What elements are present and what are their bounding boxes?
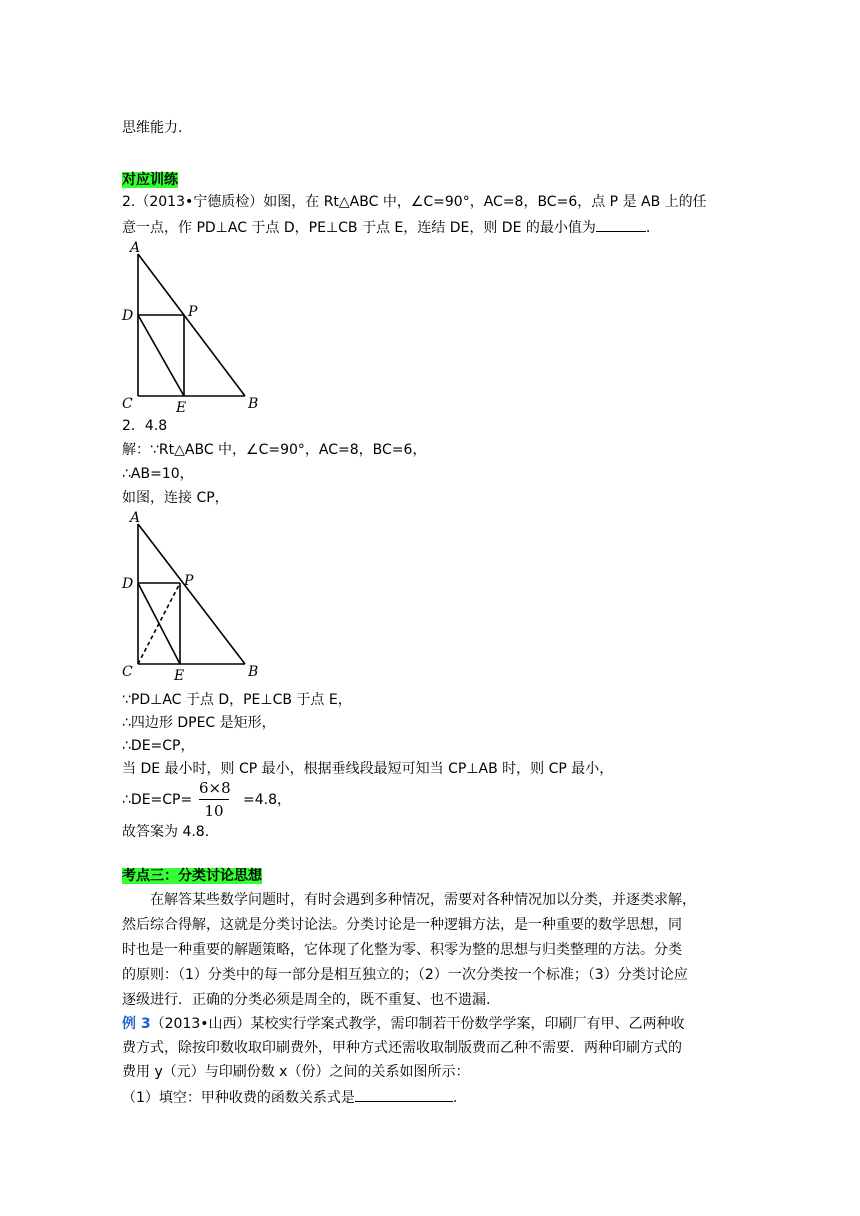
example3-line2: 费方式，除按印数收取印刷费外，甲种方式还需收取制版费而乙种不需要．两种印刷方式的 [122, 1040, 682, 1056]
fraction-bar [199, 799, 229, 800]
solution-step4: ∵PD⊥AC 于点 D，PE⊥CB 于点 E， [122, 692, 352, 708]
solution-answer: 2．4.8 [122, 418, 168, 434]
label-p: P [184, 573, 194, 589]
paragraph-line2: 然后综合得解，这就是分类讨论法。分类讨论是一种逻辑方法，是一种重要的数学思想，同 [122, 917, 682, 933]
paragraph-line4: 的原则：（1）分类中的每一部分是相互独立的；（2）一次分类按一个标准；（3）分类讨论应 [122, 967, 688, 983]
problem2-line1: 2.（2013•宁德质检）如图，在 Rt△ABC 中，∠C=90°，AC=8，BC=6，点 P 是 AB 上的任 [122, 194, 707, 210]
segment-ab [138, 524, 245, 664]
paragraph-line5: 逐级进行．正确的分类必须是周全的，既不重复、也不遗漏. [122, 992, 491, 1008]
example3-label: 例 3 [122, 1016, 151, 1032]
section-title-classification [122, 866, 262, 886]
label-e: E [174, 668, 185, 684]
solution-step3: 如图，连接 CP， [122, 490, 229, 506]
segment-de [138, 315, 184, 396]
label-c: C [122, 664, 133, 680]
solution-step8-suffix: =4.8， [243, 792, 291, 808]
problem2-line2-end: . [645, 220, 651, 236]
classification-title-highlight: 考点三：分类讨论思想 [122, 868, 262, 884]
label-d: D [122, 308, 134, 324]
example3-line3: 费用 y（元）与印刷份数 x（份）之间的关系如图所示： [122, 1064, 470, 1080]
example3-line1 [122, 1014, 685, 1034]
problem2-line2 [122, 216, 650, 238]
solution-step1: 解：∵Rt△ABC 中，∠C=90°，AC=8，BC=6， [122, 442, 427, 458]
problem2-line2-text: 意一点，作 PD⊥AC 于点 D，PE⊥CB 于点 E，连结 DE，则 DE 的最小值为 [122, 220, 596, 236]
label-c: C [122, 396, 133, 412]
fraction-denominator: 10 [204, 802, 224, 820]
label-a: A [130, 510, 141, 526]
solution-step6: ∴DE=CP， [122, 738, 195, 754]
paragraph-line1: 在解答某些数学问题时，有时会遇到多种情况，需要对各种情况加以分类，并逐类求解， [150, 892, 696, 908]
label-p: P [188, 304, 198, 320]
section-title-training [122, 170, 178, 190]
label-a: A [130, 240, 141, 256]
solution-step7: 当 DE 最小时，则 CP 最小，根据垂线段最短可知当 CP⊥AB 时，则 CP 最小， [122, 761, 614, 777]
example3-line4-end: . [452, 1090, 458, 1106]
function-blank [355, 1086, 453, 1102]
answer-blank [596, 216, 646, 232]
paragraph-line3: 时也是一种重要的解题策略，它体现了化整为零、积零为整的思想与归类整理的方法。分类 [122, 942, 682, 958]
segment-ab [138, 254, 245, 396]
solution-step9: 故答案为 4.8. [122, 824, 210, 840]
label-e: E [176, 400, 187, 416]
solution-step2: ∴AB=10， [122, 466, 194, 482]
label-b: B [248, 396, 259, 412]
triangle-figure-2 [118, 508, 268, 686]
example3-line1-text: （2013•山西）某校实行学案式教学，需印制若干份数学学案，印刷厂有甲、乙两种收 [150, 1016, 685, 1032]
triangle-figure-1 [118, 238, 268, 416]
solution-step8-prefix: ∴DE=CP= [122, 792, 193, 808]
example3-line4 [122, 1086, 457, 1108]
label-b: B [248, 664, 259, 680]
label-d: D [122, 576, 134, 592]
fraction [199, 778, 229, 821]
example3-line4-text: （1）填空：甲种收费的函数关系式是 [122, 1090, 355, 1106]
top-text: 思维能力. [122, 120, 183, 136]
fraction-numerator: 6×8 [199, 779, 231, 797]
solution-step5: ∴四边形 DPEC 是矩形， [122, 715, 276, 731]
training-title-highlight: 对应训练 [122, 172, 178, 188]
